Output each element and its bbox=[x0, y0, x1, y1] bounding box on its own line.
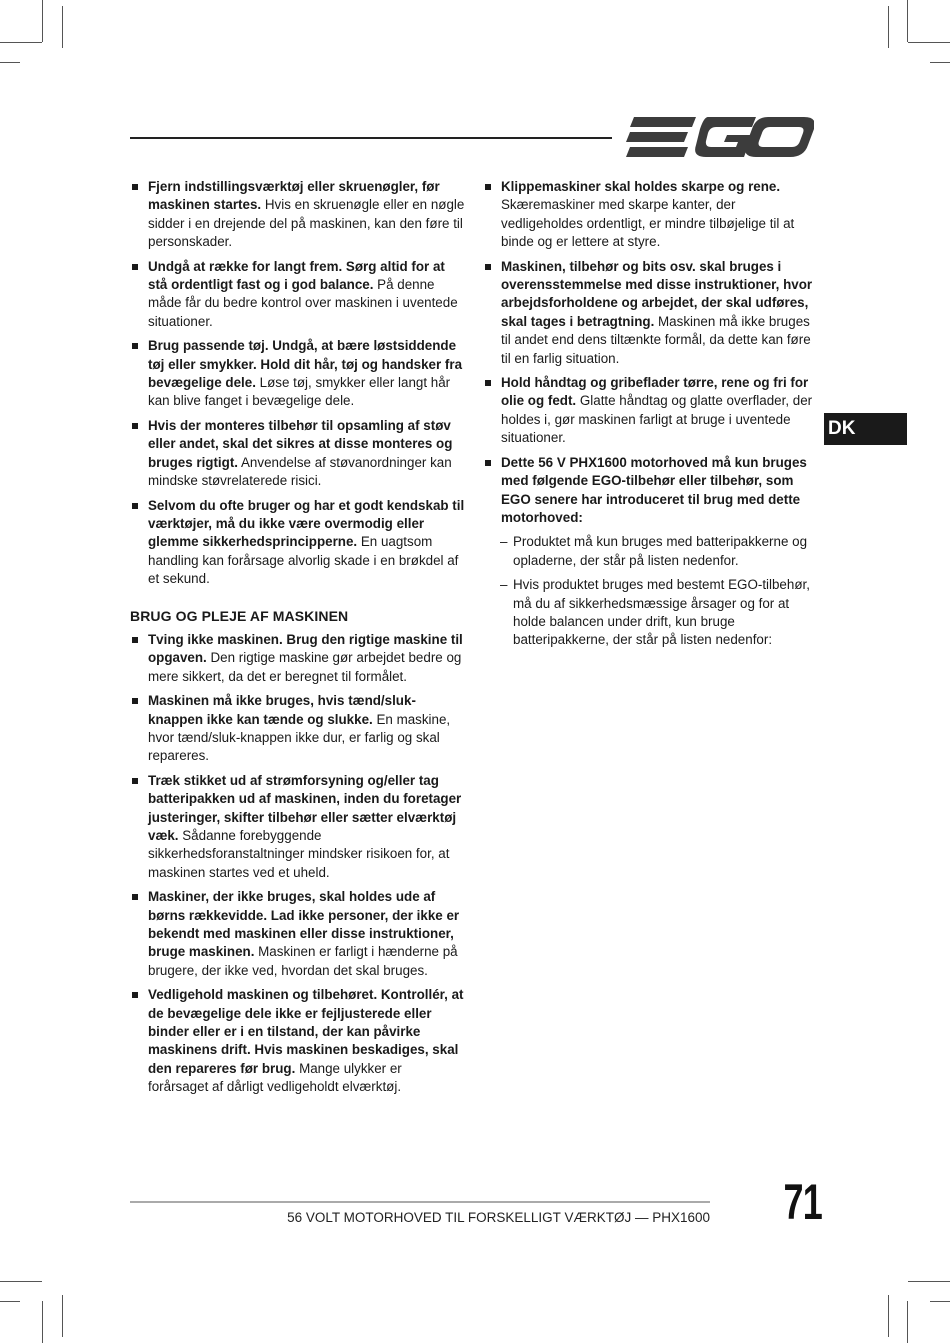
bullet-bold-text: Træk stikket ud af strømforsyning og/eller tag batteripakken ud af maskinen, inden du foretager justeringer, skifter tilbehør eller sætter elværktøj væk. bbox=[148, 772, 462, 843]
crop-mark bbox=[0, 1301, 20, 1302]
crop-mark bbox=[907, 0, 908, 42]
crop-mark bbox=[888, 6, 889, 48]
bullet-item bbox=[130, 631, 465, 686]
bullet-item bbox=[483, 374, 818, 448]
crop-mark bbox=[62, 6, 63, 48]
bullet-text: En uagtsom handling kan forårsage alvorlig skade i en brøkdel af et sekund. bbox=[148, 534, 459, 587]
bullet-text: Skæremaskiner med skarpe kanter, der vedligeholdes ordentligt, er mindre tilbøjelige til at binde og er lettere at styre. bbox=[501, 197, 795, 250]
bullet-bold-text: Maskinen må ikke bruges, hvis tænd/sluk-knappen ikke kan tænde og slukke. bbox=[148, 693, 416, 727]
bullet-bold-text: Klippemaskiner skal holdes skarpe og rene. bbox=[501, 179, 781, 194]
bullet-text: Maskinen må ikke bruges til andet end dens tiltænkte formål, da dette kan føre til en farlig situation. bbox=[501, 313, 811, 366]
bullet-item bbox=[130, 417, 465, 491]
bullet-text: Løse tøj, smykker eller langt hår kan blive fanget i bevægelige dele. bbox=[148, 375, 451, 409]
crop-mark bbox=[908, 1281, 950, 1282]
section-title: BRUG OG PLEJE AF MASKINEN bbox=[130, 607, 349, 624]
bullet-bold-text: Maskinen, tilbehør og bits osv. skal bruges i overensstemmelse med disse instruktioner, hvor arbejdsforholdene og arbejdet, der skal udføres, skal tages i betragtning. bbox=[501, 258, 813, 329]
bullet-item bbox=[130, 692, 465, 766]
dash-item: – Produktet må kun bruges med batteripakkerne og opladerne, der står på listen nedenfor. bbox=[483, 533, 818, 570]
bullet-item bbox=[483, 178, 818, 252]
bullet-text: Hvis en skruenøgle eller en nøgle sidder i en drejende del på maskinen, kan den føre til personskader. bbox=[148, 197, 465, 250]
bullet-item bbox=[130, 497, 465, 589]
dash-item: – Hvis produktet bruges med bestemt EGO-tilbehør, må du af sikkerhedsmæssige årsager og for at holde balancen under drift, kun bruge batteripakkerne, der står på listen nedenfor: bbox=[483, 576, 818, 650]
ego-logo bbox=[626, 115, 814, 159]
bullet-bold-text: Fjern indstillingsværktøj eller skruenøgler, før maskinen startes. bbox=[148, 179, 440, 213]
right-column bbox=[483, 178, 818, 656]
bullet-item bbox=[483, 454, 818, 528]
left-column bbox=[130, 178, 465, 1103]
bullet-bold-text: Hvis der monteres tilbehør til opsamling af støv eller andet, skal det sikres at disse monteres og bruges rigtigt. bbox=[148, 417, 453, 470]
bullet-text: En maskine, hvor tænd/sluk-knappen ikke dur, er farlig og skal repareres. bbox=[148, 711, 451, 764]
crop-mark bbox=[930, 62, 950, 63]
crop-mark bbox=[908, 42, 950, 43]
crop-mark bbox=[0, 1281, 42, 1282]
bullet-text: På denne måde får du bedre kontrol over maskinen i uventede situationer. bbox=[148, 277, 458, 329]
bullet-text: Mange ulykker er forårsaget af dårligt vedligeholdt elværktøj. bbox=[148, 1060, 402, 1095]
bullet-item bbox=[130, 772, 465, 882]
bullet-bold-text: Selvom du ofte bruger og har et godt kendskab til værktøjer, må du ikke være overmodig eller glemme sikkerhedsprincipperne. bbox=[148, 497, 465, 550]
bullet-item bbox=[130, 178, 465, 252]
bullet-item bbox=[130, 337, 465, 411]
bullet-text: Den rigtige maskine gør arbejdet bedre og mere sikkert, da det er beregnet til formålet. bbox=[148, 650, 462, 684]
page-number: 71 bbox=[783, 1174, 823, 1230]
crop-mark bbox=[0, 62, 20, 63]
bullet-bold-text: Vedligehold maskinen og tilbehøret. Kontrollér, at de bevægelige dele ikke er fejljusterede eller binder eller er i en tilstand, der kan påvirke maskinens drift. Hvis maskinen beskadiges, skal den repareres før brug. bbox=[148, 987, 464, 1076]
crop-mark bbox=[42, 1301, 43, 1343]
bullet-item bbox=[483, 258, 818, 368]
bullet-text: Glatte håndtag og glatte overflader, der holdes i, gør maskinen farligt at bruge i uventede situationer. bbox=[501, 393, 813, 446]
crop-mark bbox=[907, 1301, 908, 1343]
crop-mark bbox=[0, 42, 42, 43]
language-tab: DK bbox=[824, 413, 907, 445]
bullet-item bbox=[130, 986, 465, 1096]
bullet-item bbox=[130, 888, 465, 980]
bullet-bold-text: Tving ikke maskinen. Brug den rigtige maskine til opgaven. bbox=[148, 631, 463, 666]
crop-mark bbox=[42, 0, 43, 42]
footer-text: 56 VOLT MOTORHOVED TIL FORSKELLIGT VÆRKTØJ — PHX1600 bbox=[287, 1210, 710, 1225]
bullet-text: Sådanne forebyggende sikkerhedsforanstaltninger mindsker risikoen for, at maskinen startes ved et uheld. bbox=[148, 828, 450, 880]
crop-mark bbox=[62, 1295, 63, 1337]
crop-mark bbox=[930, 1301, 950, 1302]
bullet-text: Maskinen er farligt i hænderne på brugere, der ikke ved, hvordan det skal bruges. bbox=[148, 944, 458, 978]
bullet-bold-text: Brug passende tøj. Undgå, at bære løstsiddende tøj eller smykker. Hold dit hår, tøj og handsker fra bevægelige dele. bbox=[148, 338, 463, 391]
crop-mark bbox=[888, 1295, 889, 1337]
bullet-bold-text: Dette 56 V PHX1600 motorhoved må kun bruges med følgende EGO-tilbehør eller tilbehør, som EGO senere har introduceret til brug med dette motorhoved: bbox=[501, 454, 807, 525]
bullet-item bbox=[130, 258, 465, 332]
bullet-text: Anvendelse af støvanordninger kan mindske støvrelaterede risici. bbox=[148, 454, 452, 489]
footer-rule bbox=[130, 1201, 710, 1203]
bullet-bold-text: Maskiner, der ikke bruges, skal holdes ude af børns rækkevidde. Lad ikke personer, der ikke er bekendt med maskinen eller disse instruktioner, bruge maskinen. bbox=[148, 889, 460, 960]
header-rule bbox=[130, 137, 612, 139]
bullet-bold-text: Hold håndtag og gribeflader tørre, rene og fri for olie og fedt. bbox=[501, 375, 809, 409]
bullet-bold-text: Undgå at række for langt frem. Sørg altid for at stå ordentligt fast og i god balance. bbox=[148, 258, 445, 293]
